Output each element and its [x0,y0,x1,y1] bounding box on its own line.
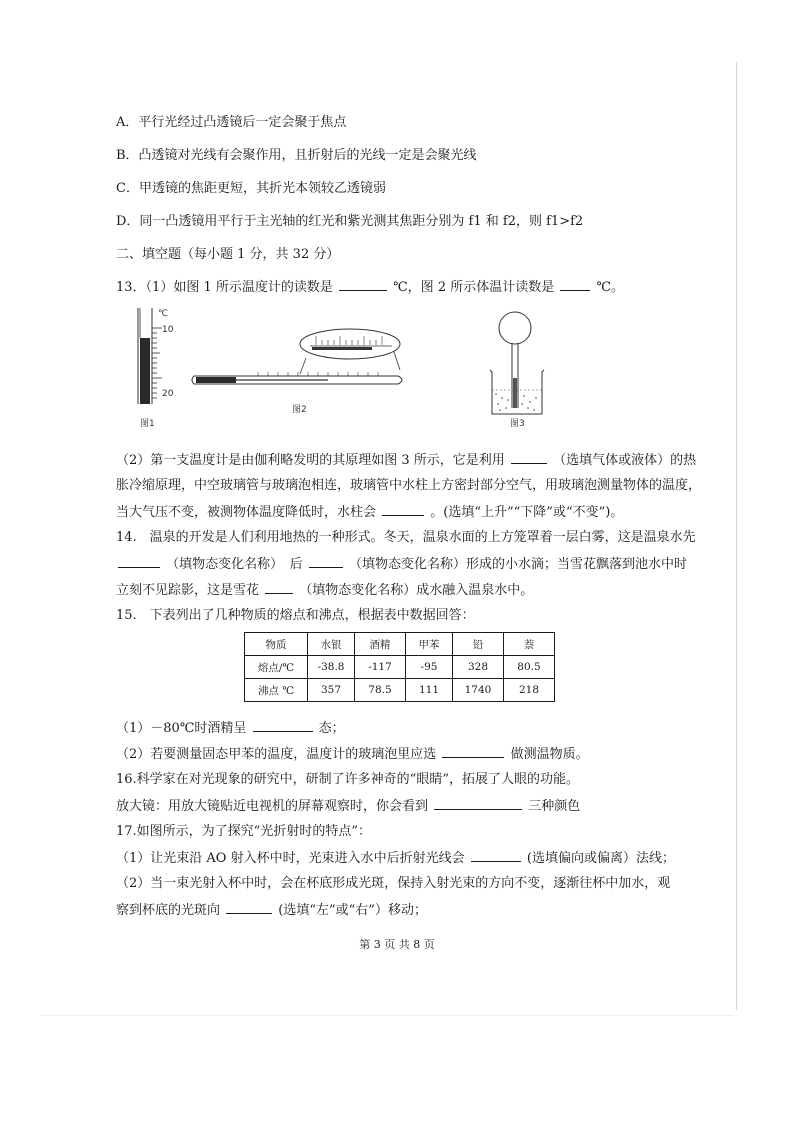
bottom-rule [40,1015,734,1016]
section-title: 二、填空题（每小题 1 分，共 32 分） [116,247,340,262]
table-header-cell: 铅 [453,633,504,656]
q17-line2 [116,849,675,868]
table-header-cell: 水银 [308,633,355,656]
q14-line2 [116,555,687,574]
q17-line4 [116,901,427,920]
fig2-label: 图2 [292,405,307,415]
q14-text-d: （填物态变化名称）成水融入温泉水中。 [299,583,534,598]
fig1-unit: ℃ [158,309,169,319]
option-c: C．甲透镜的焦距更短，其折光本领较乙透镜弱 [116,181,386,196]
q13-text-b: ℃，图 2 所示体温计读数是 [393,280,555,295]
q15-p2-text-a: （2）若要测量固态甲苯的温度，温度计的玻璃泡里应选 [116,747,437,762]
figure-3-thermoscope [484,308,554,430]
q17-blank-1[interactable] [471,849,521,862]
q15-p2-text-b: 做测温物质。 [510,747,589,762]
table-cell: 357 [308,679,355,702]
table-cell: 218 [504,679,555,702]
table-header-cell: 酒精 [355,633,406,656]
q16-line1: 16.科学家在对光现象的研究中，研制了许多神奇的“眼睛”，拓展了人眼的功能。 [116,772,579,787]
q17-text-a: （1）让光束沿 AO 射入杯中时，光束进入水中后折射光线会 [116,851,465,866]
table-cell: 328 [453,656,504,679]
fig3-label: 图3 [510,419,525,429]
q13-text-c: ℃。 [596,280,625,295]
fig1-label: 图1 [140,419,155,429]
table-header-cell: 物质 [245,633,308,656]
q14-blank-3[interactable] [265,581,293,594]
q13-part2-text-b: （选填气体或液体）的热 [553,453,697,468]
figure-1-thermometer [118,304,188,430]
q17-blank-2[interactable] [226,901,272,914]
table-row [245,656,555,679]
q13-text-a: 13．（1）如图 1 所示温度计的读数是 [116,280,333,295]
q15-p1-text-b: 态； [318,721,345,736]
q16-text-b: 三种颜色 [528,799,581,814]
table-cell: 沸点 ℃ [245,679,308,702]
q13-blank-4[interactable] [382,503,424,516]
fig1-tick-top: 10 [162,325,174,335]
q14-line3 [116,581,533,600]
q15-p1-text-a: （1）－80℃时酒精呈 [116,721,247,736]
q16-blank[interactable] [434,797,522,810]
option-a: A．平行光经过凸透镜后一定会聚于焦点 [116,115,347,130]
q17-line3: （2）当一束光射入杯中时，会在杯底形成光斑，保持入射光束的方向不变，逐渐往杯中加水，观 [116,876,671,891]
q16-text-a: 放大镜：用放大镜贴近电视机的屏幕观察时，你会看到 [116,799,429,814]
page-footer: 第 3 页 共 8 页 [359,938,435,951]
table-header-row [245,633,555,656]
q13-blank-2[interactable] [560,278,590,291]
q17-text-d: (选填“左”或“右”）移动； [278,903,427,918]
q13-part2-line2: 胀冷缩原理，中空玻璃管与玻璃泡相连，玻璃管中水柱上方密封部分空气，用玻璃泡测量物体的温度， [116,478,702,493]
q15-blank-1[interactable] [253,719,313,732]
q15-intro: 15. 下表列出了几种物质的熔点和沸点，根据表中数据回答： [116,608,475,623]
q13-part2-line3 [116,503,623,522]
page-edge-line [736,62,737,1010]
q13-part2-text-a: （2）第一支温度计是由伽利略发明的其原理如图 3 所示，它是利用 [116,453,505,468]
table-header-cell: 萘 [504,633,555,656]
fig1-tick-bottom: 20 [162,389,174,399]
table-header-cell: 甲苯 [406,633,453,656]
q14-text-b: （填物态变化名称）形成的小水滴；当雪花飘落到池水中时 [348,557,687,572]
q16-line2 [116,797,580,816]
q13-part2-text-c: 当大气压不变，被测物体温度降低时，水柱会 [116,505,377,520]
table-cell: -117 [355,656,406,679]
table-cell: -95 [406,656,453,679]
q13-part1 [116,278,624,297]
q15-blank-2[interactable] [442,745,504,758]
option-d: D．同一凸透镜用平行于主光轴的红光和紫光测其焦距分别为 f1 和 f2，则 f1>f2 [116,214,584,229]
q15-part1 [116,719,345,738]
q13-part2-line1 [116,451,696,470]
table-row [245,679,555,702]
q13-blank-1[interactable] [339,278,387,291]
q14-blank-1[interactable] [118,555,160,568]
option-b: B．凸透镜对光线有会聚作用，且折射后的光线一定是会聚光线 [116,148,477,163]
q17-text-b: (选填偏向或偏离）法线； [526,851,675,866]
melting-boiling-table [244,632,555,702]
table-cell: 熔点/℃ [245,656,308,679]
q15-part2 [116,745,589,764]
figure-2-clinical-thermometer [188,326,416,418]
q13-blank-3[interactable] [511,451,547,464]
q14-text-a: （填物态变化名称） 后 [166,557,303,572]
table-cell: 1740 [453,679,504,702]
table-cell: 78.5 [355,679,406,702]
q14-blank-2[interactable] [309,555,343,568]
table-cell: -38.8 [308,656,355,679]
q13-part2-text-d: 。(选填“上升”“下降”或“不变”)。 [430,505,624,520]
table-cell: 111 [406,679,453,702]
q17-text-c: 察到杯底的光斑向 [116,903,221,918]
table-cell: 80.5 [504,656,555,679]
q14-text-c: 立刻不见踪影，这是雪花 [116,583,260,598]
q17-line1: 17.如图所示，为了探究“光折射时的特点”： [116,824,371,839]
q14-line1: 14. 温泉的开发是人们利用地热的一种形式。冬天，温泉水面的上方笼罩着一层白雾，这是温泉水先 [116,530,696,545]
